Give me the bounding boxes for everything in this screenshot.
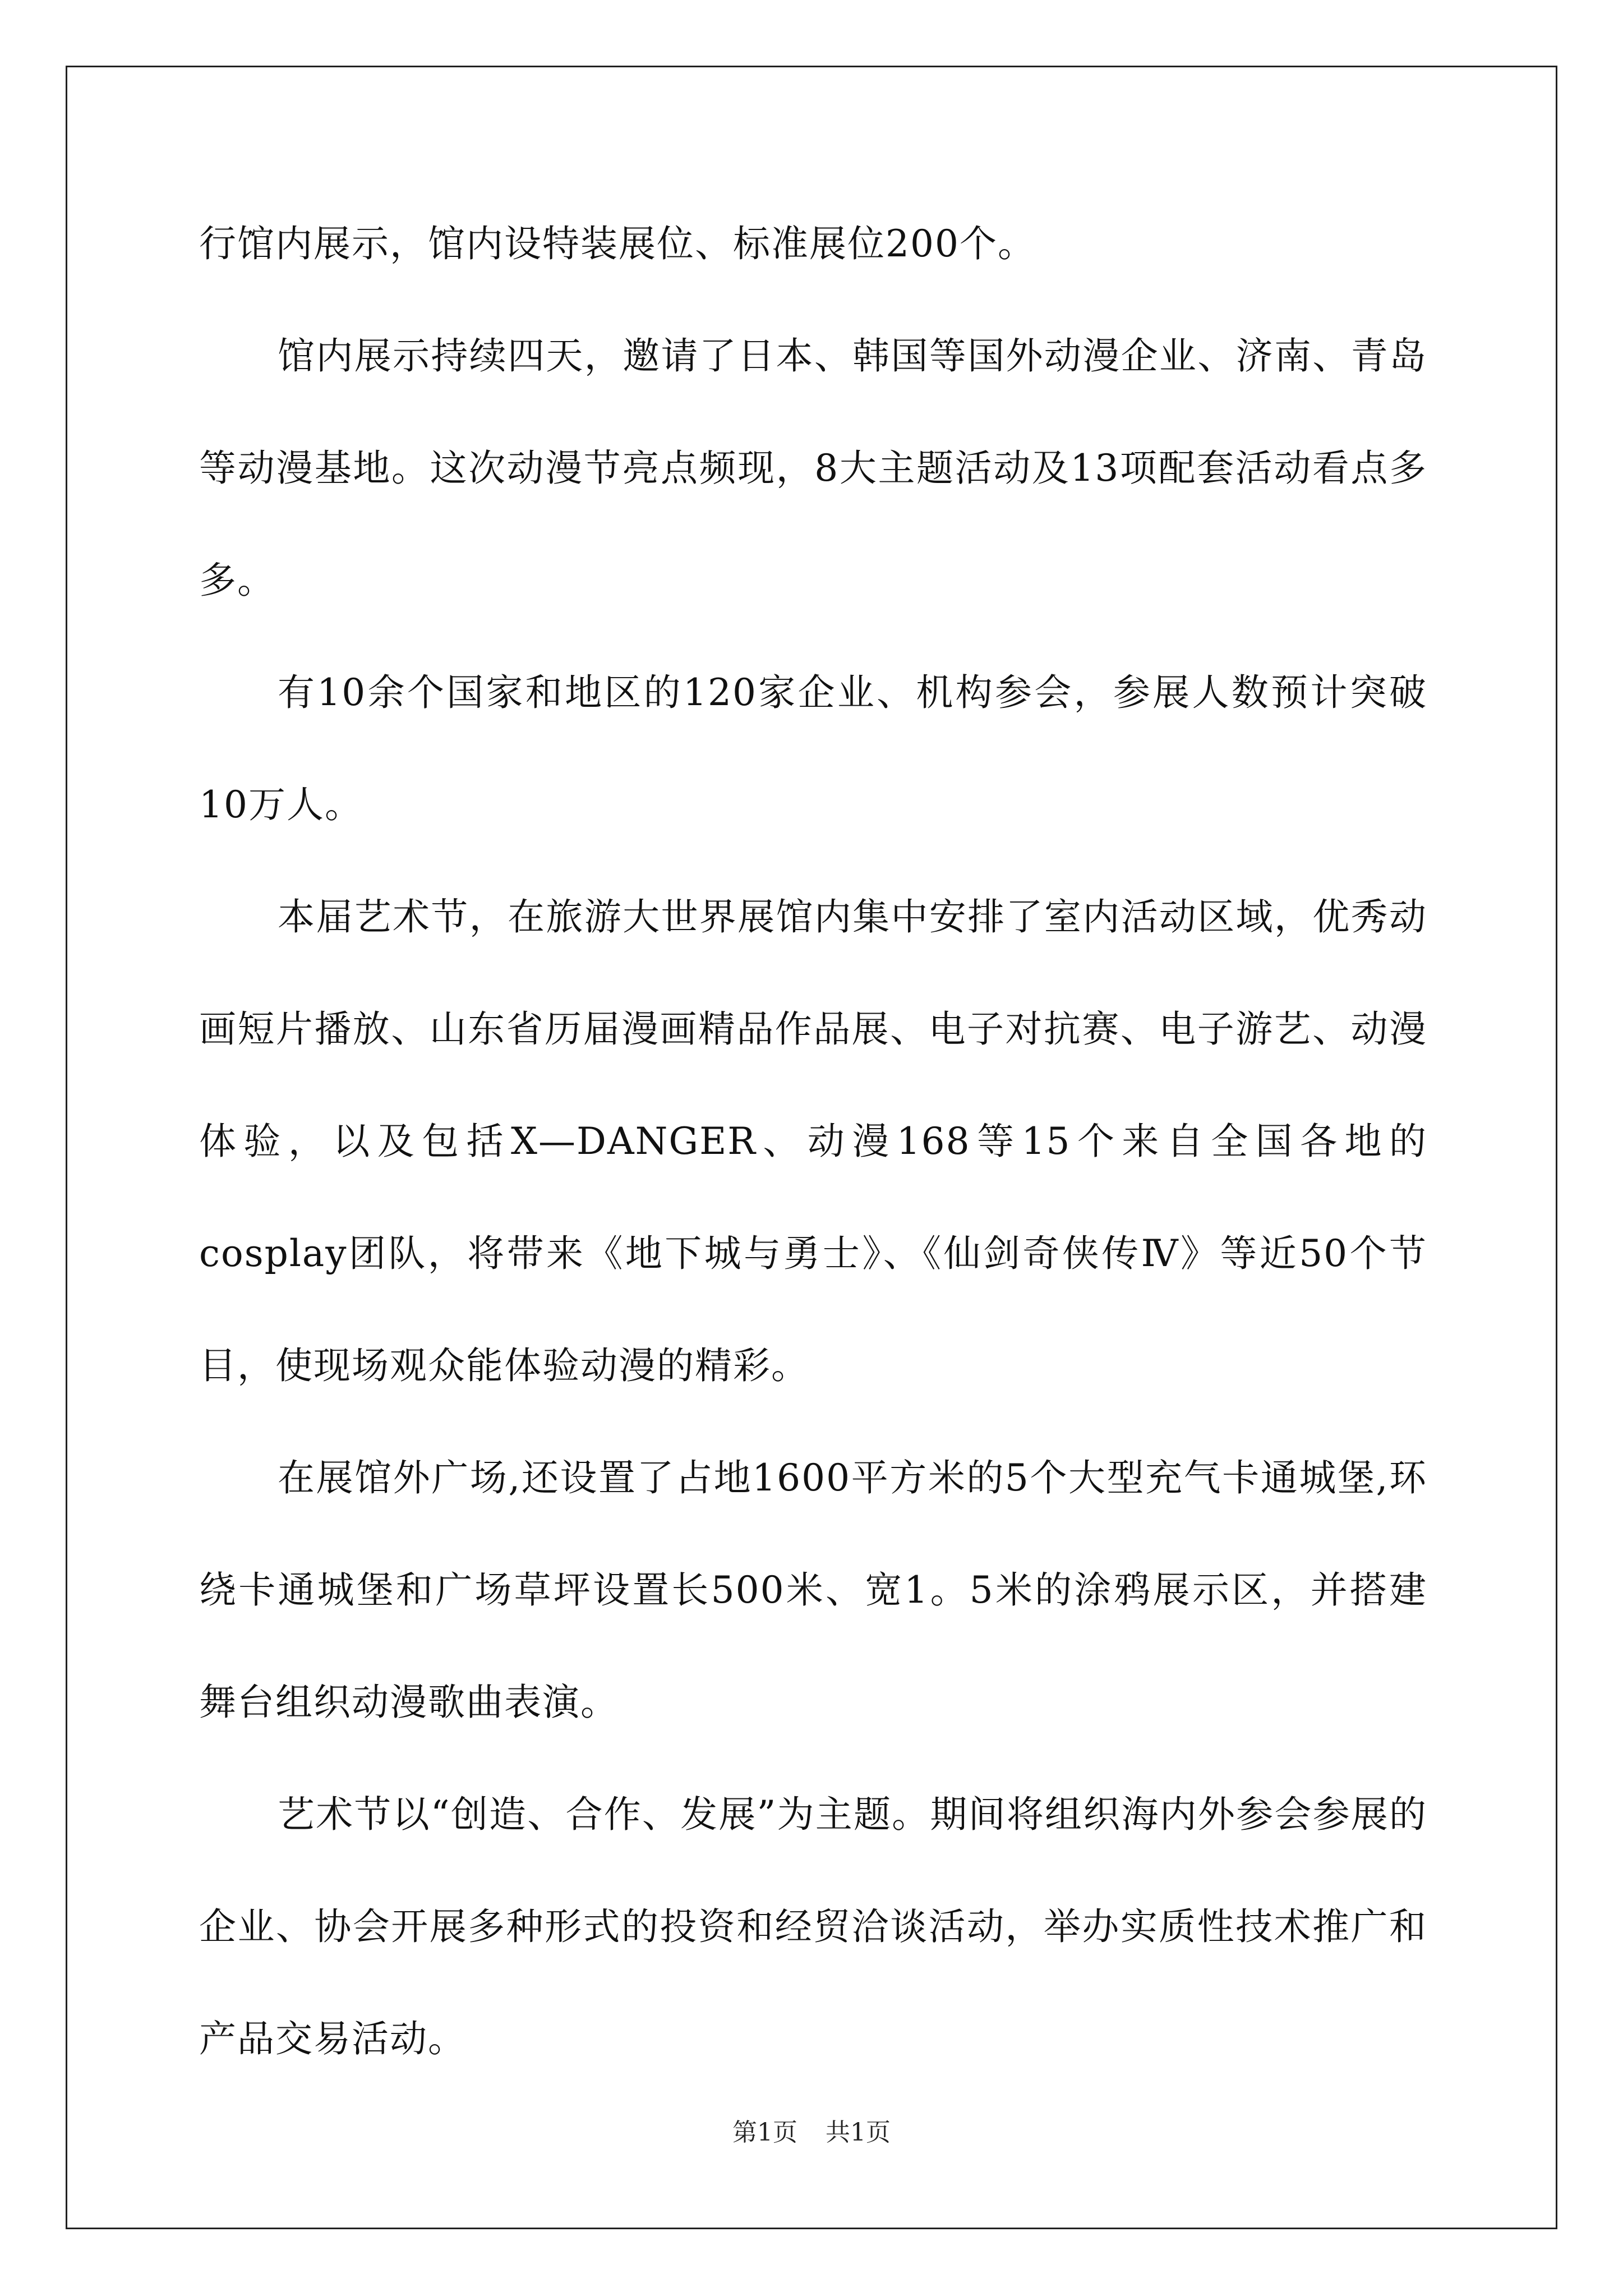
paragraph: 本届艺术节，在旅游大世界展馆内集中安排了室内活动区域，优秀动画短片播放、山东省历届漫画精品作品展、电子对抗赛、电子游艺、动漫体验，以及包括X—DANGER、动漫168等15个来自全国各地的cosplay团队，将带来《地下城与勇士》、《仙剑奇侠传Ⅳ》等近50个节目，使现场观众能体验动漫的精彩。: [199, 895, 1427, 1387]
paragraph: 有10余个国家和地区的120家企业、机构参会，参展人数预计突破10万人。: [199, 671, 1427, 826]
paragraph: 馆内展示持续四天，邀请了日本、韩国等国外动漫企业、济南、青岛等动漫基地。这次动漫节亮点频现，8大主题活动及13项配套活动看点多多。: [199, 334, 1427, 602]
paragraph: 在展馆外广场,还设置了占地1600平方米的5个大型充气卡通城堡,环绕卡通城堡和广场草坪设置长500米、宽1。5米的涂鸦展示区，并搭建舞台组织动漫歌曲表演。: [199, 1456, 1427, 1724]
paragraph-continued: 行馆内展示，馆内设特装展位、标准展位200个。: [199, 222, 1036, 265]
paragraph: 艺术节以“创造、合作、发展”为主题。期间将组织海内外参会参展的企业、协会开展多种形式的投资和经贸洽谈活动，举办实质性技术推广和产品交易活动。: [199, 1793, 1427, 2060]
page-footer: [0, 2112, 1623, 2148]
page-total: 共1页: [826, 2118, 891, 2147]
document-body: [199, 188, 1427, 2095]
page-number: 第1页: [732, 2118, 797, 2147]
